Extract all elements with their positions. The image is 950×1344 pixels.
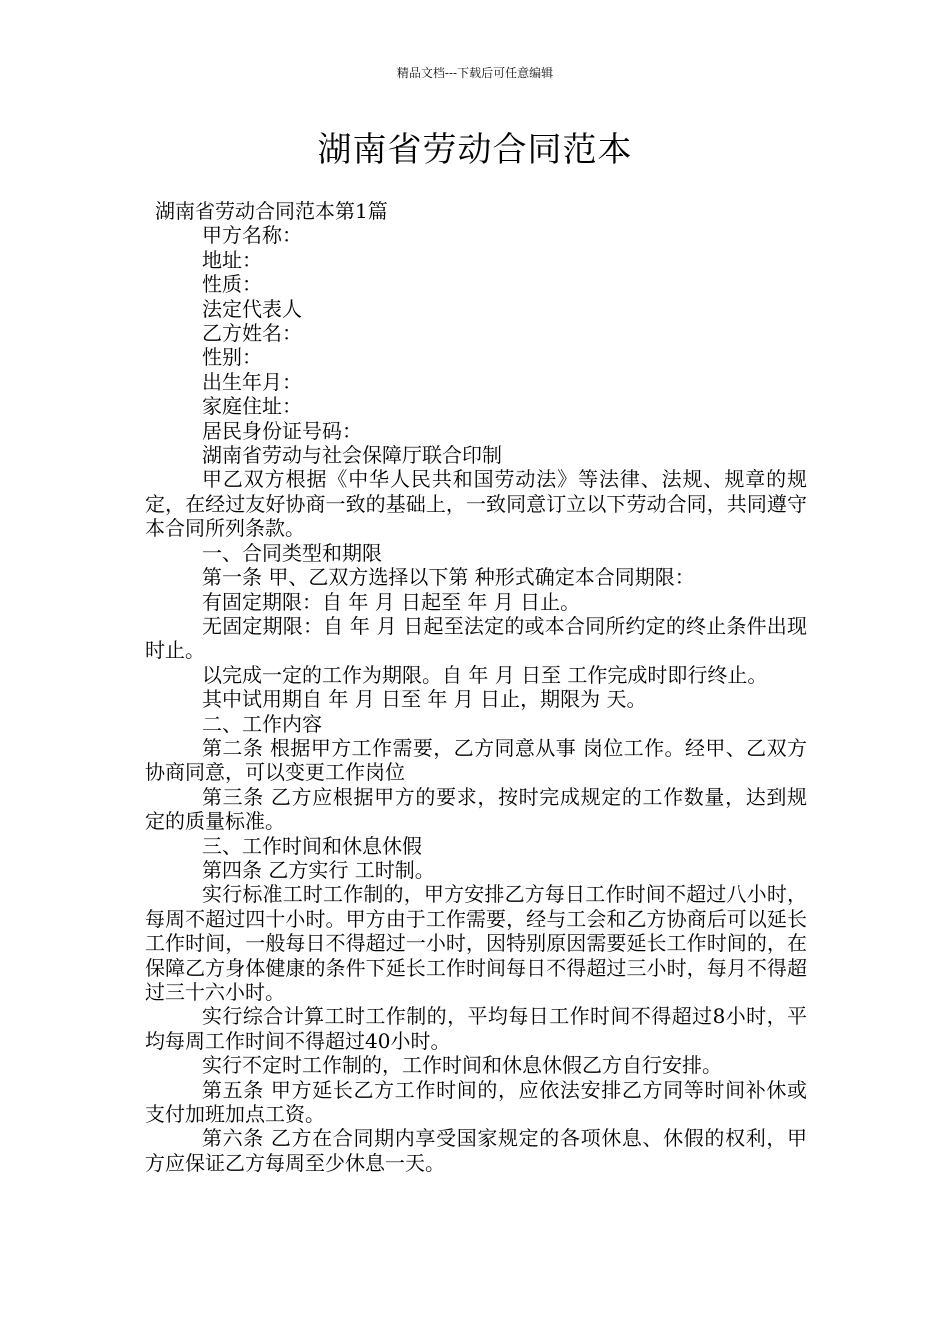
document-body xyxy=(145,199,807,1175)
article-6: 第六条 乙方在合同期内享受国家规定的各项休息、休假的权利，甲方应保证乙方每周至少休息一天。 xyxy=(145,1126,807,1175)
preamble-paragraph: 甲乙双方根据《中华人民共和国劳动法》等法律、法规、规章的规定，在经过友好协商一致的基础上，一致同意订立以下劳动合同，共同遵守本合同所列条款。 xyxy=(145,467,807,541)
field-address: 地址： xyxy=(202,247,262,272)
issuer-line: 湖南省劳动与社会保障厅联合印制 xyxy=(202,443,502,468)
article-3: 第三条 乙方应根据甲方的要求，按时完成规定的工作数量，达到规定的质量标准。 xyxy=(145,784,807,834)
term-fixed: 有固定期限：自 年 月 日起至 年 月 日止。 xyxy=(202,589,581,614)
article-1: 第一条 甲、乙双方选择以下第 种形式确定本合同期限： xyxy=(202,565,695,590)
comprehensive-hours-paragraph: 实行综合计算工时工作制的，平均每日工作时间不得超过8小时，平均每周工作时间不得超过40小时。 xyxy=(145,1004,807,1053)
field-id-number: 居民身份证号码： xyxy=(202,418,362,443)
field-gender: 性别： xyxy=(202,345,262,370)
field-party-a-name: 甲方名称： xyxy=(202,223,302,248)
field-party-b-name: 乙方姓名： xyxy=(202,321,302,346)
field-nature: 性质： xyxy=(202,272,262,297)
term-unfixed: 无固定期限：自 年 月 日起至法定的或本合同所约定的终止条件出现时止。 xyxy=(145,613,807,663)
article-5: 第五条 甲方延长乙方工作时间的，应依法安排乙方同等时间补休或支付加班加点工资。 xyxy=(145,1077,807,1127)
section-heading-1: 一、合同类型和期限 xyxy=(202,540,382,565)
document-title: 湖南省劳动合同范本 xyxy=(317,130,633,170)
field-birth-date: 出生年月： xyxy=(202,369,302,394)
section-heading-2: 二、工作内容 xyxy=(202,711,322,736)
field-home-address: 家庭住址： xyxy=(202,394,302,419)
field-legal-representative: 法定代表人 xyxy=(202,296,302,321)
standard-hours-paragraph: 实行标准工时工作制的，甲方安排乙方每日工作时间不超过八小时，每周不超过四十小时。甲方由于工作需要，经与工会和乙方协商后可以延长工作时间，一般每日不得超过一小时，因特别原因需要延长工作时间的，在保障乙方身体健康的条件下延长工作时间每日不得超过三小时，每月不得超过三十六小时。 xyxy=(145,882,807,1004)
term-task-based: 以完成一定的工作为期限。自 年 月 日至 工作完成时即行终止。 xyxy=(202,662,768,687)
article-4: 第四条 乙方实行 工时制。 xyxy=(202,857,435,882)
flexible-hours-paragraph: 实行不定时工作制的，工作时间和休息休假乙方自行安排。 xyxy=(202,1053,722,1078)
section-heading-3: 三、工作时间和休息休假 xyxy=(202,833,422,858)
article-2: 第二条 根据甲方工作需要，乙方同意从事 岗位工作。经甲、乙双方协商同意，可以变更工作岗位 xyxy=(145,735,807,785)
document-subtitle: 湖南省劳动合同范本第1篇 xyxy=(155,199,388,223)
probation-period: 其中试用期自 年 月 日至 年 月 日止，期限为 天。 xyxy=(202,687,647,712)
page-header: 精品文档---下载后可任意编辑 xyxy=(396,66,554,80)
